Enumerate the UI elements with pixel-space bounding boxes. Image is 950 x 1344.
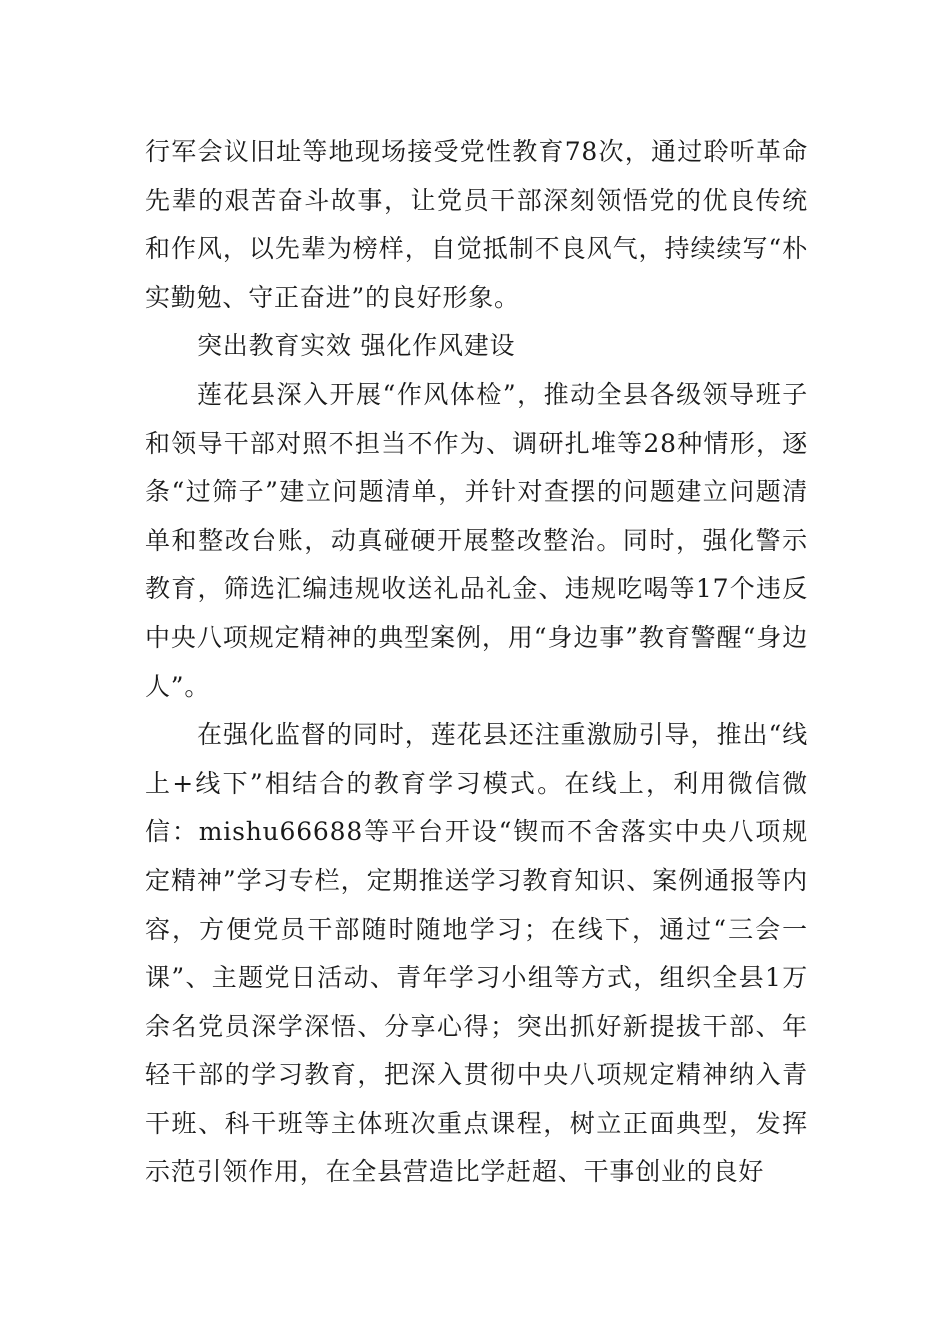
document-body bbox=[145, 128, 808, 1197]
paragraph-continuation: 行军会议旧址等地现场接受党性教育78次，通过聆听革命先辈的艰苦奋斗故事，让党员干部深刻领悟党的优良传统和作风，以先辈为榜样，自觉抵制不良风气，持续续写“朴实勤勉、守正奋进”的良好形象。 bbox=[145, 137, 808, 312]
paragraph-style-check: 莲花县深入开展“作风体检”，推动全县各级领导班子和领导干部对照不担当不作为、调研扎堆等28种情形，逐条“过筛子”建立问题清单，并针对查摆的问题建立问题清单和整改台账，动真碰硬开展整改整治。同时，强化警示教育，筛选汇编违规收送礼品礼金、违规吃喝等17个违反中央八项规定精神的典型案例，用“身边事”教育警醒“身边人”。 bbox=[145, 379, 808, 701]
section-heading: 突出教育实效 强化作风建设 bbox=[197, 331, 516, 361]
paragraph-incentive-guidance: 在强化监督的同时，莲花县还注重激励引导，推出“线上+线下”相结合的教育学习模式。在线上，利用微信微信：mishu66688等平台开设“锲而不舍落实中央八项规定精神”学习专栏，定期推送学习教育知识、案例通报等内容，方便党员干部随时随地学习；在线下，通过“三会一课”、主题党日活动、青年学习小组等方式，组织全县1万余名党员深学深悟、分享心得；突出抓好新提拔干部、年轻干部的学习教育，把深入贯彻中央八项规定精神纳入青干班、科干班等主体班次重点课程，树立正面典型，发挥示范引领作用，在全县营造比学赶超、干事创业的良好 bbox=[145, 720, 808, 1187]
